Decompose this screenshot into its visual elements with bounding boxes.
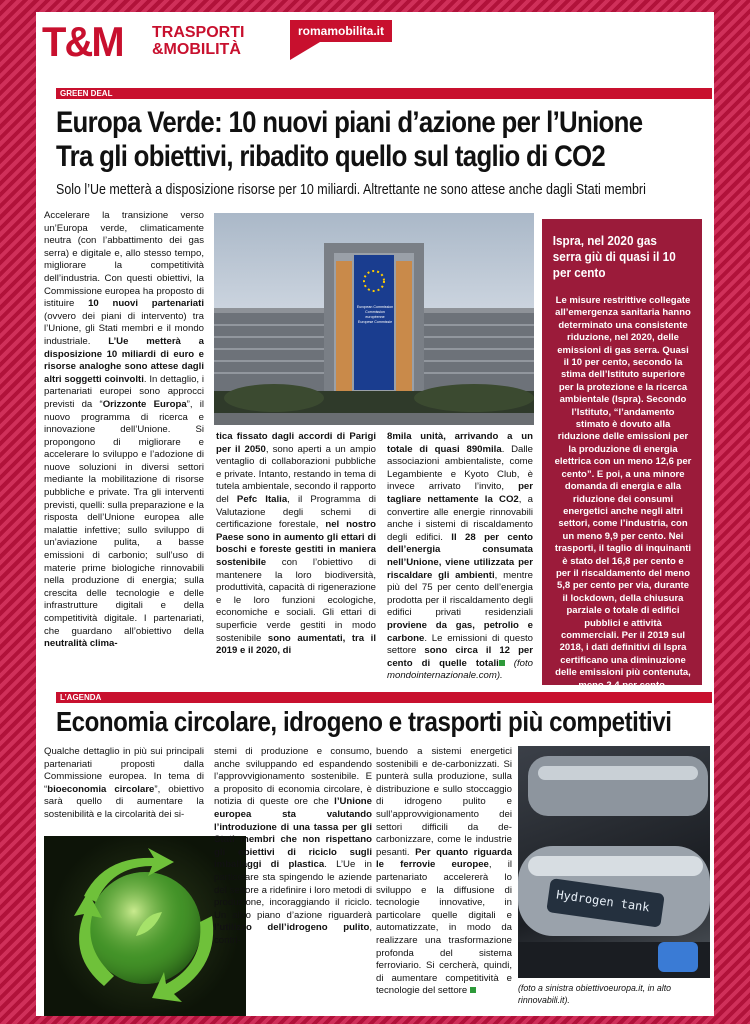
- headline-line2: Tra gli obiettivi, ribadito quello sul taglio di CO2: [56, 140, 606, 173]
- site-url-tail: [290, 42, 320, 60]
- text-run: ”, il nuovo programma di ricerca e innovazione dell’Unione. Si propongono di migliorare e accelerare lo sviluppo e l’adozione di nuove soluzioni in diversi settori mediante la mobilitazione di risorse pubbliche e private. Tra gli interventi previsti, quelli: sulla preparazione e la risposta dell’Unione europea alle malattie infettive; sullo sviluppo di un’aviazione pulita, a basse emissioni di carbonio; sull’uso di materie prime biologiche rinnovabili nella produzione di energia; sulla crescita delle tecnologie e delle infrastrutture digitali e della competitività digitale. I partenariati, che guardano all’obiettivo della: [44, 398, 204, 637]
- bold-run: Il 28 per cento dell’energia consumata nell’Unione, viene utilizzata per riscaldare gli ambienti: [387, 531, 534, 581]
- text-run: Accelerare la transizione verso un’Europa verde, climaticamente neutra (con l’abbattimento dei gas serra) e digitale e, allo stesso tempo, migliorare la competitività dell’industria. Con questi obiettivi, la Commissione europea ha proposto di istituire: [44, 210, 204, 310]
- text-run: , a convertire alle energie rinnovabili anche i sistemi di riscaldamento degli edifici.: [387, 493, 534, 543]
- text-run: . L’Ue in particolare sta spingendo le aziende del settore a ridefinire i loro metodi di produzione, incoraggiando il riciclo. Un altro piano d’azione riguarderà: [214, 859, 373, 921]
- bold-run: nel nostro Paese sono in aumento gli ettari di boschi e foreste gestiti in maniera sostenibile: [216, 519, 376, 568]
- article1-column2: [216, 431, 376, 658]
- bold-run: l’Unione europea sta valutando l’introduzione di una tassa per gli Stati membri che non rispettano gli obiettivi di riciclo sugli imballaggi di plastica: [214, 796, 372, 871]
- article2-column1: [44, 746, 204, 822]
- article1-col3-text: [387, 431, 533, 683]
- bold-run: Orizzonte Europa: [102, 398, 187, 410]
- text-run: con l’obiettivo di mantenere la loro biodiversità, produttività, capacità di rigenerazione e le loro funzioni ecologiche, economiche e sociali. Gli ettari di superficie verde gestiti in modo sostenibile: [216, 556, 376, 644]
- photo-hydrogen-tank: [518, 746, 710, 978]
- italic-run: (foto mondointernazionale.com).: [387, 657, 533, 682]
- headline-article2: Economia circolare, idrogeno e trasporti più competitivi: [56, 706, 672, 737]
- section-bar-green-deal: GREEN DEAL: [56, 88, 712, 99]
- newspaper-page: [36, 12, 714, 1016]
- subheadline: Solo l’Ue metterà a disposizione risorse per 10 miliardi. Altrettante ne sono attese anche dagli Stati membri: [56, 182, 646, 198]
- text-run: , contri-: [214, 922, 372, 946]
- logo-word-trasporti: TRASPORTI: [152, 24, 245, 41]
- sign-text: Commission européenne: [365, 310, 385, 319]
- sidebox-title: Ispra, nel 2020 gas serra giù di quasi il 10 per cento: [552, 233, 676, 280]
- bold-run: Per quanto riguarda le ferrovie europee: [376, 846, 512, 871]
- bold-run: Pefc Italia: [236, 493, 288, 505]
- bold-run: bioeconomia circolare: [47, 783, 155, 795]
- text-run: ”, obiettivo sarà quello di aumentare la sostenibilità e la circolarità dei si-: [44, 783, 204, 820]
- article1-col1-text: [44, 210, 204, 651]
- article2-column2: [214, 746, 372, 948]
- logo-words: [152, 24, 244, 58]
- photo-caption: (foto a sinistra obiettivoeuropa.it, in alto rinnovabili.it).: [518, 983, 672, 1005]
- text-run: . Dalle associazioni ambientaliste, come Legambiente e Kyoto Club, è invece arrivato l’invito,: [387, 443, 533, 493]
- bold-run: tica fissato dagli accordi di Parigi per il 2050: [216, 431, 376, 455]
- article1-col2-text: [216, 431, 376, 658]
- masthead: [36, 12, 714, 82]
- text-run: , mentre più del 75 per cento dell’energia prodotta per il riscaldamento degli edifici privati residenziali: [387, 569, 533, 619]
- text-run: . Le emissioni di questo settore: [387, 632, 533, 657]
- bold-run: per tagliare nettamente la CO2: [387, 481, 533, 505]
- logo: T&M: [42, 18, 123, 65]
- sidebox-ispra: [542, 219, 702, 691]
- end-mark: [470, 987, 476, 993]
- site-url: romamobilita.it: [290, 20, 392, 42]
- text-run: , sono aperti a un ampio ventaglio di collaborazioni pubbliche e private. Intanto, restando in tema di tutela ambientale, secondo il rapporto del: [216, 443, 376, 505]
- article1-column3: [387, 431, 533, 683]
- building-signs: [356, 305, 394, 325]
- text-run: buendo a sistemi energetici sostenibili e de-carbonizzati. Si punterà sulla produzione, sulla distribuzione e sullo stoccaggio di idrogeno pulito e sull’approvvigionamento dei settori difficili da de-carbonizzare, come le industrie pesanti.: [376, 746, 512, 858]
- article1-column1: [44, 210, 204, 651]
- bold-run: 10 nuovi partenariati: [88, 298, 204, 310]
- hydrogen-tank-label: Hydrogen tank: [555, 887, 651, 915]
- sign-text: European Commission: [356, 305, 394, 309]
- sign-text: Europese Commissie: [357, 320, 393, 324]
- article2-column3: [376, 746, 512, 998]
- logo-word-mobilita: &MOBILITÀ: [152, 41, 241, 58]
- article2-col1-text: [44, 746, 204, 822]
- bold-run: l’utilizzo dell’idrogeno pulito: [214, 922, 370, 934]
- headline-line1: Europa Verde: 10 nuovi piani d’azione per l’Unione: [56, 106, 643, 139]
- sidebox-body: Le misure restrittive collegate all’emergenza sanitaria hanno determinato una consistente riduzione, nel 2020, delle emissioni di gas serra. Quasi il 10 per cento, secondo la stima dell’Istituto superiore per la protezione e la ricerca ambientale (Ispra). Secondo l’Istituto, “l’andamento stimato è dovuto alla riduzione delle emissioni per la produzione di energia elettrica con un meno 12,6 per cento”. E poi, a una minore domanda di energia e alla riduzione dei consumi energetici anche negli altri settori, come l’industria, con un meno 9,9 per cento. Nei trasporti, il taglio di inquinanti è stato del 16,8 per cento e per il riscaldamento del meno 5,8 per cento per via, durante il lockdown, della chiusura parziale o totale di edifici pubblici e attività commerciali. Per il 2019 sul 2018, i dati definitivi di Ispra certificano una diminuzione delle emissioni più contenuta, meno 2,4 per cento.: [554, 295, 692, 691]
- text-run: , il Programma di Valutazione degli schemi di certificazione forestale,: [216, 493, 377, 531]
- text-run: stemi di produzione e consumo, anche sviluppando ed espandendo l’approvvigionamento sostenibile. E a proposito di economia circolare, è notizia di queste ore che: [214, 746, 372, 808]
- article2-col3-text: [376, 746, 512, 998]
- bold-run: 8mila unità, arrivando a un totale di quasi 890mila: [387, 431, 533, 455]
- text-run: . In dettaglio, i partenariati europei sono approcci previsti da “: [44, 373, 205, 410]
- hydrogen-tank-illustration: [518, 746, 710, 978]
- text-run: (ovvero dei piani di intervento) tra l’Unione, gli Stati membri e il mondo industriale.: [44, 310, 204, 347]
- bold-run: sono circa il 12 per cento di quelle totali: [387, 645, 533, 669]
- bold-run: sono aumentati, tra il 2019 e il 2020, di: [216, 632, 376, 657]
- text-run: Qualche dettaglio in più sui principali partenariati proposti dalla Commissione europea. In tema di “: [44, 746, 204, 795]
- article2-col2-text: [214, 746, 372, 948]
- bold-run: L’Ue metterà a disposizione 10 miliardi di euro e risorse analoghe sono attese dagli altri soggetti coinvolti: [44, 335, 205, 385]
- text-run: , il partenariato accelererà lo sviluppo e la diffusione di tecnologie innovative, in particolare quelle digitali e automatizzate, in modo da realizzare una trasformazione profonda del sistema ferroviario. Si cercherà, quindi, di aumentare competitività e tecnologie del settore: [376, 859, 512, 997]
- bold-run: neutralità clima-: [44, 638, 118, 650]
- photo-european-commission-building: [214, 213, 534, 425]
- bold-run: proviene da gas, petrolio e carbone: [387, 619, 533, 644]
- section-bar-agenda: L’AGENDA: [56, 692, 712, 703]
